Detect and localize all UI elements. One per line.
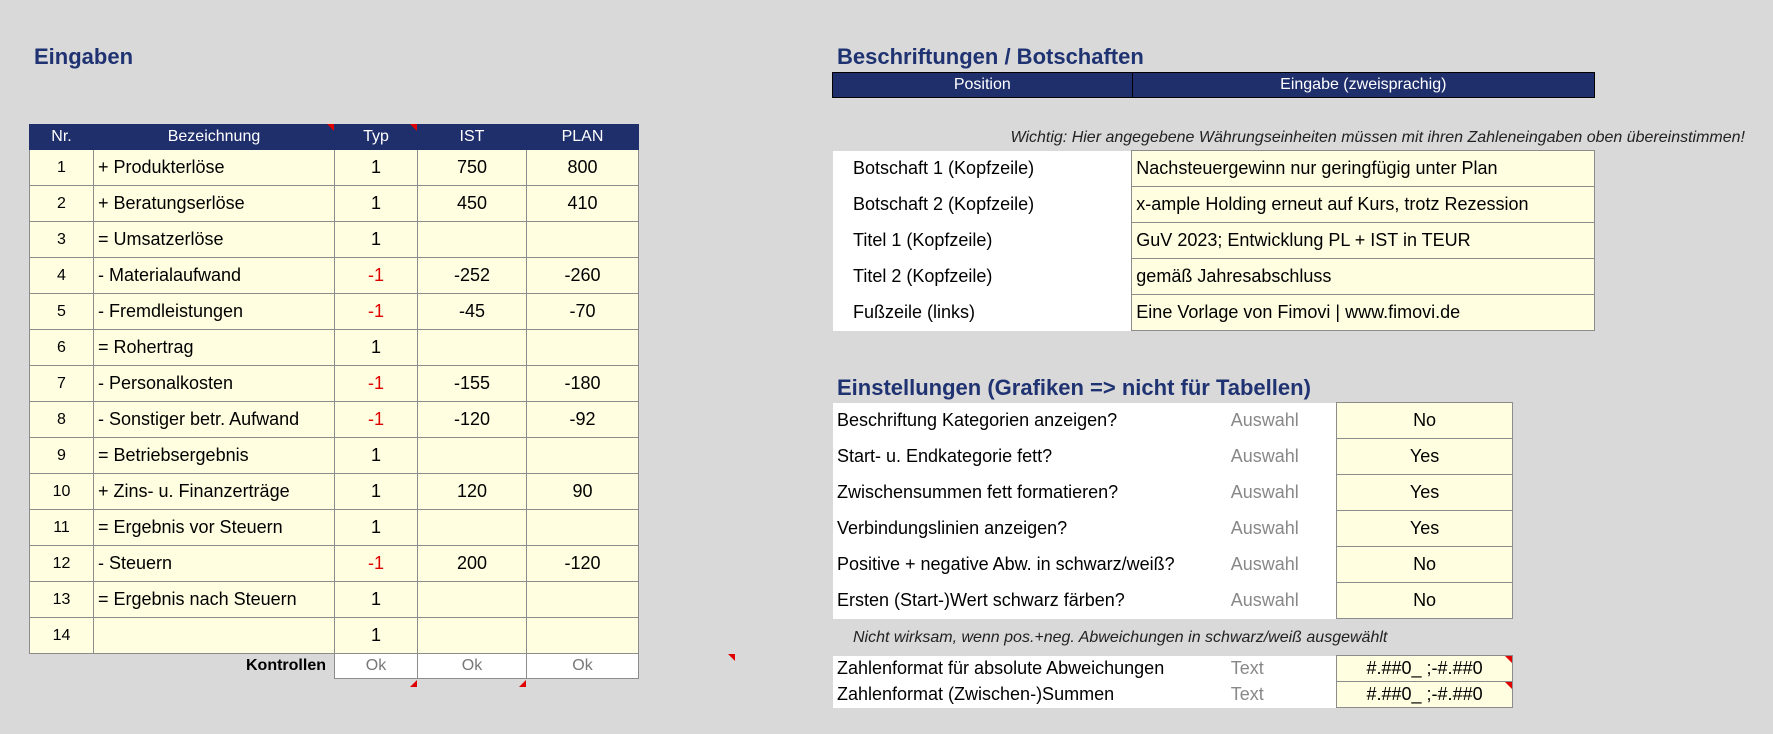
row-ist-cell[interactable]	[418, 510, 527, 546]
row-number: 14	[30, 618, 94, 654]
setting-choice-dropdown[interactable]: No	[1337, 583, 1513, 619]
setting-row	[833, 475, 1513, 511]
row-plan-cell[interactable]	[527, 222, 639, 258]
row-typ-cell[interactable]: 1	[335, 510, 418, 546]
table-row	[30, 546, 639, 582]
setting-question: Positive + negative Abw. in schwarz/weiß?	[833, 547, 1227, 583]
message-row	[833, 259, 1595, 295]
setting-choice-dropdown[interactable]: Yes	[1337, 511, 1513, 547]
row-ist-cell[interactable]	[418, 582, 527, 618]
row-label-cell[interactable]: = Ergebnis nach Steuern	[94, 582, 335, 618]
setting-kind: Auswahl	[1227, 403, 1337, 439]
table-row	[30, 366, 639, 402]
comment-marker-icon[interactable]	[327, 124, 334, 131]
row-label-cell[interactable]: = Umsatzerlöse	[94, 222, 335, 258]
message-key: Fußzeile (links)	[833, 295, 1132, 331]
row-ist-cell[interactable]	[418, 330, 527, 366]
table-row	[30, 618, 639, 654]
control-plan[interactable]: Ok	[527, 654, 639, 679]
table-row	[30, 258, 639, 294]
row-number: 12	[30, 546, 94, 582]
row-plan-cell[interactable]	[527, 330, 639, 366]
row-label-cell[interactable]: - Fremdleistungen	[94, 294, 335, 330]
setting-question: Start- u. Endkategorie fett?	[833, 439, 1227, 475]
row-typ-cell[interactable]: 1	[335, 222, 418, 258]
format-kind: Text	[1227, 656, 1337, 682]
row-label-cell[interactable]: + Zins- u. Finanzerträge	[94, 474, 335, 510]
table-row	[30, 294, 639, 330]
row-ist-cell[interactable]	[418, 618, 527, 654]
comment-marker-icon[interactable]	[519, 680, 526, 687]
row-ist-cell[interactable]: -155	[418, 366, 527, 402]
row-label-cell[interactable]: + Beratungserlöse	[94, 186, 335, 222]
setting-choice-dropdown[interactable]: Yes	[1337, 439, 1513, 475]
message-row	[833, 187, 1595, 223]
table-row	[30, 222, 639, 258]
setting-kind: Auswahl	[1227, 439, 1337, 475]
row-typ-cell[interactable]: -1	[335, 546, 418, 582]
format-question: Zahlenformat für absolute Abweichungen	[833, 656, 1227, 682]
row-plan-cell[interactable]	[527, 510, 639, 546]
col-header-nr: Nr.	[30, 125, 94, 150]
row-number: 1	[30, 150, 94, 186]
message-key: Botschaft 2 (Kopfzeile)	[833, 187, 1132, 223]
setting-choice-dropdown[interactable]: No	[1337, 403, 1513, 439]
setting-question: Zwischensummen fett formatieren?	[833, 475, 1227, 511]
row-ist-cell[interactable]: -252	[418, 258, 527, 294]
row-number: 2	[30, 186, 94, 222]
row-label-cell[interactable]: = Ergebnis vor Steuern	[94, 510, 335, 546]
row-number: 6	[30, 330, 94, 366]
message-row	[833, 151, 1595, 187]
row-number: 9	[30, 438, 94, 474]
table-row	[30, 186, 639, 222]
row-plan-cell[interactable]: -92	[527, 402, 639, 438]
row-plan-cell[interactable]	[527, 582, 639, 618]
table-row	[30, 402, 639, 438]
row-ist-cell[interactable]: 450	[418, 186, 527, 222]
table-row	[30, 150, 639, 186]
col-header-eingabe: Eingabe (zweisprachig)	[1132, 73, 1594, 98]
table-row	[30, 438, 639, 474]
row-typ-cell[interactable]: 1	[335, 582, 418, 618]
currency-note: Wichtig: Hier angegebene Währungseinheiten müssen mit ihren Zahleneingaben oben übereinstimmen!	[1010, 129, 1745, 146]
table-row	[30, 582, 639, 618]
format-row	[833, 656, 1513, 682]
inputs-table	[29, 124, 639, 679]
format-row	[833, 682, 1513, 708]
row-plan-cell[interactable]: -70	[527, 294, 639, 330]
row-label-cell[interactable]: - Sonstiger betr. Aufwand	[94, 402, 335, 438]
message-value-input[interactable]: GuV 2023; Entwicklung PL + IST in TEUR	[1132, 223, 1595, 259]
message-value-input[interactable]: gemäß Jahresabschluss	[1132, 259, 1595, 295]
row-typ-cell[interactable]: 1	[335, 186, 418, 222]
row-typ-cell[interactable]: 1	[335, 438, 418, 474]
row-number: 5	[30, 294, 94, 330]
row-typ-cell[interactable]: 1	[335, 618, 418, 654]
message-value-input[interactable]: x-ample Holding erneut auf Kurs, trotz Rezession	[1132, 187, 1595, 223]
setting-question: Beschriftung Kategorien anzeigen?	[833, 403, 1227, 439]
controls-label: Kontrollen	[246, 657, 326, 675]
formats-table	[833, 655, 1513, 708]
row-typ-cell[interactable]: 1	[335, 330, 418, 366]
row-number: 8	[30, 402, 94, 438]
row-plan-cell[interactable]: -180	[527, 366, 639, 402]
setting-kind: Auswahl	[1227, 475, 1337, 511]
comment-marker-icon[interactable]	[1505, 656, 1512, 663]
row-label-cell[interactable]: - Steuern	[94, 546, 335, 582]
row-typ-cell[interactable]: -1	[335, 258, 418, 294]
message-value-input[interactable]: Nachsteuergewinn nur geringfügig unter Plan	[1132, 151, 1595, 187]
settings-table	[833, 402, 1513, 619]
row-ist-cell[interactable]	[418, 222, 527, 258]
setting-choice-dropdown[interactable]: Yes	[1337, 475, 1513, 511]
message-key: Botschaft 1 (Kopfzeile)	[833, 151, 1132, 187]
setting-row	[833, 403, 1513, 439]
col-header-bezeichnung: Bezeichnung	[94, 125, 335, 150]
setting-row	[833, 547, 1513, 583]
controls-row	[30, 654, 639, 679]
row-number: 11	[30, 510, 94, 546]
row-label-cell[interactable]: = Rohertrag	[94, 330, 335, 366]
setting-choice-dropdown[interactable]: No	[1337, 547, 1513, 583]
row-plan-cell[interactable]: 90	[527, 474, 639, 510]
inputs-header-row	[30, 125, 639, 150]
setting-row	[833, 583, 1513, 619]
row-label-cell[interactable]: - Personalkosten	[94, 366, 335, 402]
table-row	[30, 330, 639, 366]
format-question: Zahlenformat (Zwischen-)Summen	[833, 682, 1227, 708]
row-ist-cell[interactable]: 200	[418, 546, 527, 582]
row-label-cell[interactable]: - Materialaufwand	[94, 258, 335, 294]
row-ist-cell[interactable]: -45	[418, 294, 527, 330]
row-number: 10	[30, 474, 94, 510]
setting-kind: Auswahl	[1227, 547, 1337, 583]
row-label-cell[interactable]	[94, 618, 335, 654]
col-header-plan: PLAN	[527, 125, 639, 150]
comment-marker-icon[interactable]	[1505, 682, 1512, 689]
row-typ-cell[interactable]: -1	[335, 294, 418, 330]
comment-marker-icon[interactable]	[728, 654, 735, 661]
row-typ-cell[interactable]: 1	[335, 150, 418, 186]
messages-table	[833, 150, 1595, 331]
row-plan-cell[interactable]: -260	[527, 258, 639, 294]
setting-question: Verbindungslinien anzeigen?	[833, 511, 1227, 547]
messages-title: Beschriftungen / Botschaften	[837, 44, 1144, 69]
col-header-ist: IST	[418, 125, 527, 150]
setting-question: Ersten (Start-)Wert schwarz färben?	[833, 583, 1227, 619]
format-kind: Text	[1227, 682, 1337, 708]
inputs-title: Eingaben	[34, 44, 134, 69]
settings-title: Einstellungen (Grafiken => nicht für Tabellen)	[837, 375, 1311, 400]
row-ist-cell[interactable]: 750	[418, 150, 527, 186]
message-key: Titel 1 (Kopfzeile)	[833, 223, 1132, 259]
row-number: 4	[30, 258, 94, 294]
settings-note: Nicht wirksam, wenn pos.+neg. Abweichungen in schwarz/weiß ausgewählt	[853, 629, 1388, 646]
control-typ[interactable]: Ok	[335, 654, 418, 679]
row-ist-cell[interactable]: 120	[418, 474, 527, 510]
row-number: 3	[30, 222, 94, 258]
messages-header	[832, 72, 1595, 98]
table-row	[30, 510, 639, 546]
table-row	[30, 474, 639, 510]
col-header-typ: Typ	[335, 125, 418, 150]
row-plan-cell[interactable]: 800	[527, 150, 639, 186]
row-plan-cell[interactable]: -120	[527, 546, 639, 582]
row-typ-cell[interactable]: 1	[335, 474, 418, 510]
row-plan-cell[interactable]	[527, 618, 639, 654]
message-value-input[interactable]: Eine Vorlage von Fimovi | www.fimovi.de	[1132, 295, 1595, 331]
row-plan-cell[interactable]: 410	[527, 186, 639, 222]
row-label-cell[interactable]: = Betriebsergebnis	[94, 438, 335, 474]
col-header-position: Position	[833, 73, 1133, 98]
row-plan-cell[interactable]	[527, 438, 639, 474]
control-ist[interactable]: Ok	[418, 654, 527, 679]
row-ist-cell[interactable]	[418, 438, 527, 474]
message-row	[833, 223, 1595, 259]
format-value-input[interactable]: #.##0_ ;-#.##0	[1337, 656, 1513, 682]
setting-row	[833, 511, 1513, 547]
message-row	[833, 295, 1595, 331]
message-key: Titel 2 (Kopfzeile)	[833, 259, 1132, 295]
row-typ-cell[interactable]: -1	[335, 366, 418, 402]
row-label-cell[interactable]: + Produkterlöse	[94, 150, 335, 186]
setting-row	[833, 439, 1513, 475]
row-ist-cell[interactable]: -120	[418, 402, 527, 438]
format-value-input[interactable]: #.##0_ ;-#.##0	[1337, 682, 1513, 708]
comment-marker-icon[interactable]	[410, 680, 417, 687]
comment-marker-icon[interactable]	[410, 124, 417, 131]
row-number: 7	[30, 366, 94, 402]
row-number: 13	[30, 582, 94, 618]
setting-kind: Auswahl	[1227, 583, 1337, 619]
setting-kind: Auswahl	[1227, 511, 1337, 547]
row-typ-cell[interactable]: -1	[335, 402, 418, 438]
